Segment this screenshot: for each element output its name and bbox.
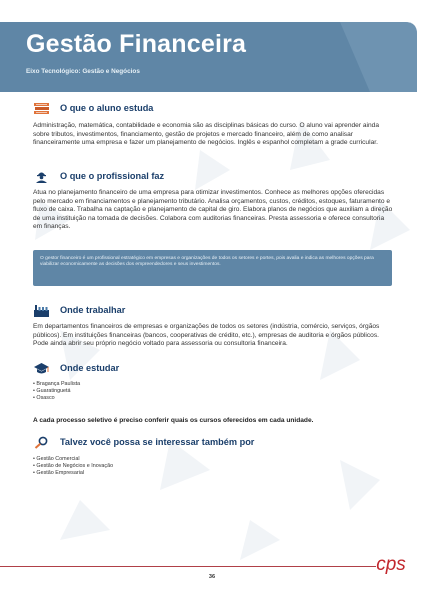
books-icon bbox=[33, 102, 50, 115]
campus-list bbox=[33, 381, 80, 403]
title-banner bbox=[0, 22, 424, 92]
list-item: • Gestão Comercial bbox=[33, 456, 113, 463]
section-profissional-heading bbox=[33, 168, 164, 184]
section-trabalhar-heading bbox=[33, 302, 125, 318]
section-interessar-heading bbox=[33, 434, 254, 450]
page-number: 36 bbox=[208, 574, 216, 580]
section-trabalhar-text: Em departamentos financeiros de empresas e organizações de todos os setores (indústria, comércio, serviços, órgãos públicos). Em instituições financeiras (bancos, cooperativas de crédito, etc.), empresas de auditoria e órgãos públicos. Pode ainda abrir seu próprio negócio voltado para assessoria ou consultoria financeira. bbox=[33, 323, 380, 348]
graduation-cap-icon bbox=[33, 362, 50, 375]
list-item: • Guaratinguetá bbox=[33, 388, 80, 395]
list-item: • Bragança Paulista bbox=[33, 381, 80, 388]
logo-text: cps bbox=[376, 554, 406, 575]
section-estudar-heading bbox=[33, 360, 119, 376]
section-profissional-title: O que o profissional faz bbox=[60, 171, 165, 181]
selection-notice: A cada processo seletivo é preciso conferir quais os cursos oferecidos em cada unidade. bbox=[33, 417, 314, 424]
section-aluno-heading bbox=[33, 100, 153, 116]
page-title: Gestão Financeira bbox=[26, 30, 247, 58]
list-item: • Gestão Empresarial bbox=[33, 470, 113, 477]
list-item: • Osasco bbox=[33, 395, 80, 402]
footer-divider bbox=[0, 566, 376, 567]
section-profissional-text: Atua no planejamento financeiro de uma empresa para otimizar investimentos. Conhece as melhores opções oferecidas pelo mercado em financiamentos e planejamento tributário. Analisa orçamentos, custos, créditos, estoques, faturamento e fluxo de caixa. Trabalha na captação e planejamento de capital de giro. Elabora planos de negócios que auxiliam a direção de uma instituição na tomada de decisões. Colabora com auditorias financeiras. Presta assessoria e oferece consultoria em finanças. bbox=[33, 189, 393, 231]
section-aluno-text: Administração, matemática, contabilidade e economia são as disciplinas básicas do curso. O aluno vai aprender ainda sobre tributos, investimentos, financiamento, gestão de projetos e mercado financeiro, além de como analisar financeiramente uma empresa e fazer um planejamento de negócios. Inglês e espanhol completam a grade curricular. bbox=[33, 122, 379, 147]
section-estudar-title: Onde estudar bbox=[60, 363, 120, 373]
factory-icon bbox=[33, 304, 50, 317]
section-aluno-title: O que o aluno estuda bbox=[60, 103, 154, 113]
section-interessar-title: Talvez você possa se interessar também por bbox=[60, 437, 255, 447]
related-courses-list bbox=[33, 456, 113, 478]
worker-icon bbox=[33, 170, 50, 183]
list-item: • Gestão de Negócios e Inovação bbox=[33, 463, 113, 470]
callout-text: O gestor financeiro é um profissional estratégico em empresas e organizações de todos os setores e portes, pois avalia e indica as melhores opções para viabilizar economicamente as decisões dos empreendedores e seus investimentos. bbox=[40, 256, 374, 268]
magnifier-icon bbox=[33, 436, 50, 449]
highlight-callout bbox=[33, 250, 392, 286]
page-subtitle: Eixo Tecnológico: Gestão e Negócios bbox=[26, 68, 140, 75]
section-trabalhar-title: Onde trabalhar bbox=[60, 305, 126, 315]
